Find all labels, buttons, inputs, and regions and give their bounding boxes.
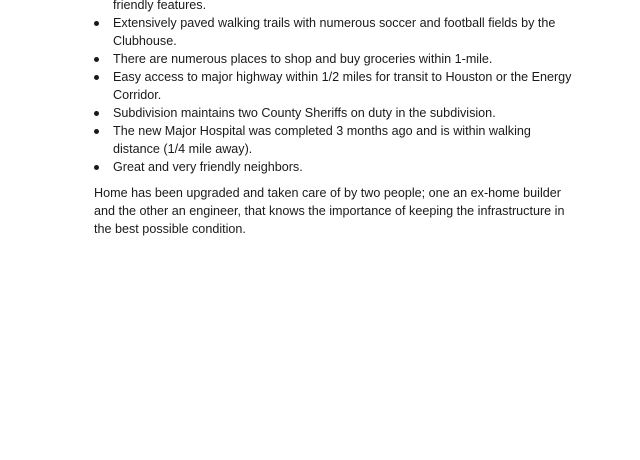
bullet-item-continued bbox=[94, 0, 574, 14]
bullet-item-sheriffs bbox=[94, 104, 574, 122]
bullet-text: Easy access to major highway within 1/2 miles for transit to Houston or the Energy Corridor. bbox=[113, 70, 572, 102]
bullet-dot-icon bbox=[94, 75, 99, 80]
document-body bbox=[94, 0, 574, 238]
bullet-dot-icon bbox=[94, 21, 99, 26]
bullet-item-neighbors bbox=[94, 158, 574, 176]
bullet-item-hospital bbox=[94, 122, 574, 158]
bullet-dot-icon bbox=[94, 165, 99, 170]
bullet-item-shopping bbox=[94, 50, 574, 68]
bullet-item-highway-access bbox=[94, 68, 574, 104]
bullet-text: There are numerous places to shop and buy groceries within 1-mile. bbox=[113, 52, 493, 66]
bullet-text: The new Major Hospital was completed 3 months ago and is within walking distance (1/4 mile away). bbox=[113, 124, 531, 156]
bullet-dot-icon bbox=[94, 129, 99, 134]
feature-bullet-list bbox=[94, 0, 574, 176]
bullet-dot-icon bbox=[94, 57, 99, 62]
closing-paragraph: Home has been upgraded and taken care of by two people; one an ex-home builder and the other an engineer, that knows the importance of keeping the infrastructure in the best possible condition. bbox=[94, 186, 565, 236]
bullet-text: Subdivision maintains two County Sheriffs on duty in the subdivision. bbox=[113, 106, 496, 120]
bullet-text: friendly features. bbox=[113, 0, 207, 12]
bullet-item-walking-trails bbox=[94, 14, 574, 50]
bullet-text: Extensively paved walking trails with numerous soccer and football fields by the Clubhouse. bbox=[113, 16, 556, 48]
bullet-dot-icon bbox=[94, 111, 99, 116]
bullet-text: Great and very friendly neighbors. bbox=[113, 160, 303, 174]
